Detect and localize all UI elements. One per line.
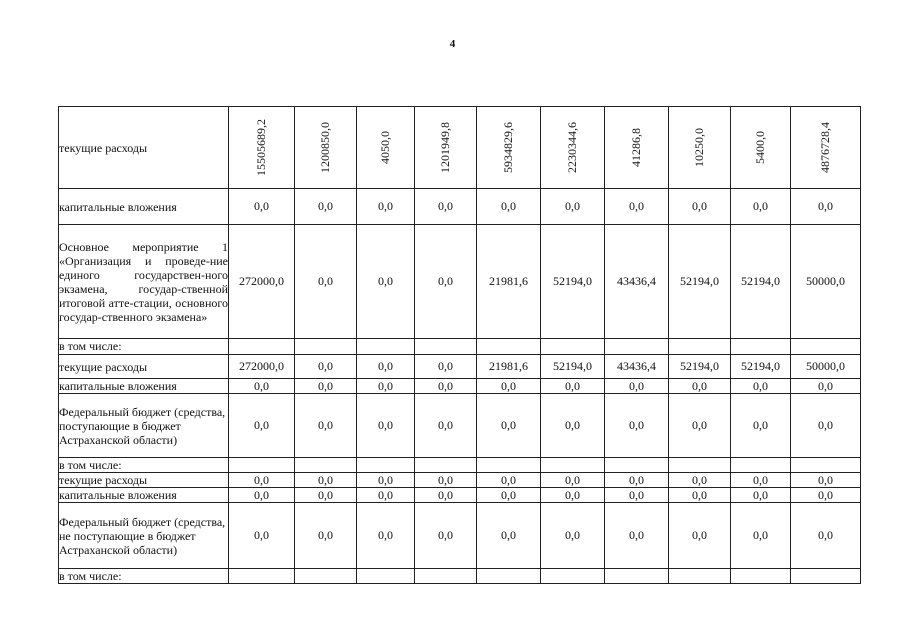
value-text: 5400,0 [753, 131, 767, 164]
row-label: Основное мероприятие 1 «Организация и проведе-ние единого государствен-ного экзамена, государ-ственной итоговой атте-стации, основного государ-ственного экзамена» [59, 225, 229, 339]
value-cell [357, 107, 415, 189]
row-label: текущие расходы [59, 355, 229, 379]
value-cell: 0,0 [415, 379, 477, 394]
value-cell [605, 339, 669, 355]
value-text: 41286,8 [629, 128, 643, 167]
row-label: текущие расходы [59, 107, 229, 189]
value-cell: 0,0 [791, 394, 861, 458]
value-cell: 0,0 [791, 189, 861, 225]
value-cell: 0,0 [669, 473, 731, 488]
value-cell: 0,0 [357, 189, 415, 225]
value-cell: 0,0 [477, 503, 541, 569]
value-cell [605, 107, 669, 189]
budget-table [58, 106, 861, 584]
value-cell: 0,0 [477, 488, 541, 503]
value-cell: 0,0 [295, 473, 357, 488]
value-text: 2230344,6 [565, 122, 579, 173]
row-label: текущие расходы [59, 473, 229, 488]
value-cell: 0,0 [605, 488, 669, 503]
value-cell [791, 569, 861, 584]
value-cell: 0,0 [669, 189, 731, 225]
value-cell [229, 339, 295, 355]
value-cell: 0,0 [415, 394, 477, 458]
value-cell [669, 458, 731, 473]
value-cell [731, 339, 791, 355]
table-row [59, 458, 861, 473]
value-cell: 0,0 [731, 189, 791, 225]
value-cell: 50000,0 [791, 355, 861, 379]
value-cell [357, 339, 415, 355]
value-cell: 0,0 [295, 225, 357, 339]
value-cell: 0,0 [541, 394, 605, 458]
value-cell: 0,0 [731, 379, 791, 394]
value-text: 4050,0 [378, 131, 392, 164]
table-row [59, 339, 861, 355]
value-cell: 0,0 [415, 189, 477, 225]
value-cell [477, 339, 541, 355]
table-row [59, 379, 861, 394]
table-row [59, 225, 861, 339]
value-cell: 0,0 [295, 379, 357, 394]
value-cell [295, 339, 357, 355]
value-cell: 0,0 [477, 379, 541, 394]
value-cell: 0,0 [605, 394, 669, 458]
value-text: 15505689,2 [254, 119, 268, 176]
table-row [59, 394, 861, 458]
value-cell: 43436,4 [605, 225, 669, 339]
value-cell [669, 569, 731, 584]
value-cell: 0,0 [731, 473, 791, 488]
page-number: 4 [449, 38, 456, 50]
value-cell [541, 458, 605, 473]
row-label: в том числе: [59, 569, 229, 584]
table-row [59, 189, 861, 225]
value-cell [541, 107, 605, 189]
row-label: капитальные вложения [59, 379, 229, 394]
value-cell: 0,0 [295, 488, 357, 503]
value-cell [229, 569, 295, 584]
table-row [59, 569, 861, 584]
value-cell: 0,0 [605, 379, 669, 394]
value-cell [669, 107, 731, 189]
value-cell: 52194,0 [669, 355, 731, 379]
value-cell: 0,0 [357, 355, 415, 379]
row-label: Федеральный бюджет (средства, не поступающие в бюджет Астраханской области) [59, 503, 229, 569]
value-cell: 21981,6 [477, 355, 541, 379]
value-cell [415, 569, 477, 584]
row-label: капитальные вложения [59, 488, 229, 503]
value-cell: 0,0 [357, 379, 415, 394]
value-cell [477, 569, 541, 584]
value-cell: 0,0 [731, 503, 791, 569]
value-cell: 0,0 [731, 394, 791, 458]
value-cell: 0,0 [669, 503, 731, 569]
value-cell: 0,0 [229, 488, 295, 503]
row-label: в том числе: [59, 458, 229, 473]
value-cell: 0,0 [791, 379, 861, 394]
value-cell [669, 339, 731, 355]
value-cell: 0,0 [295, 189, 357, 225]
value-cell [415, 107, 477, 189]
value-cell [605, 569, 669, 584]
value-text: 4876728,4 [818, 122, 832, 173]
value-cell: 0,0 [415, 355, 477, 379]
value-cell: 52194,0 [731, 355, 791, 379]
value-cell: 0,0 [477, 189, 541, 225]
table-row [59, 107, 861, 189]
value-cell [295, 569, 357, 584]
value-text: 1200850,0 [318, 122, 332, 173]
value-text: 1201949,8 [438, 122, 452, 173]
value-cell [477, 458, 541, 473]
value-cell: 0,0 [669, 394, 731, 458]
value-cell: 0,0 [541, 503, 605, 569]
value-cell [477, 107, 541, 189]
table-row [59, 488, 861, 503]
value-cell: 272000,0 [229, 355, 295, 379]
value-cell [229, 458, 295, 473]
value-cell [791, 107, 861, 189]
row-label: Федеральный бюджет (средства, поступающие в бюджет Астраханской области) [59, 394, 229, 458]
value-cell: 0,0 [415, 225, 477, 339]
value-cell: 0,0 [357, 503, 415, 569]
value-cell: 0,0 [731, 488, 791, 503]
value-cell [357, 569, 415, 584]
value-cell [415, 339, 477, 355]
value-cell: 0,0 [229, 189, 295, 225]
value-cell: 21981,6 [477, 225, 541, 339]
value-cell: 0,0 [295, 355, 357, 379]
value-text: 5934829,6 [501, 122, 515, 173]
value-cell: 272000,0 [229, 225, 295, 339]
value-cell [731, 458, 791, 473]
value-cell: 0,0 [605, 503, 669, 569]
row-label: капитальные вложения [59, 189, 229, 225]
value-cell: 0,0 [229, 503, 295, 569]
value-cell [229, 107, 295, 189]
value-cell [295, 107, 357, 189]
table-row [59, 473, 861, 488]
value-cell: 0,0 [669, 379, 731, 394]
value-cell [791, 339, 861, 355]
value-cell: 0,0 [357, 473, 415, 488]
value-cell: 0,0 [791, 473, 861, 488]
value-cell: 52194,0 [541, 355, 605, 379]
value-cell [731, 107, 791, 189]
value-cell: 0,0 [541, 379, 605, 394]
value-cell: 0,0 [415, 503, 477, 569]
value-cell: 50000,0 [791, 225, 861, 339]
value-cell: 52194,0 [731, 225, 791, 339]
value-cell: 0,0 [229, 473, 295, 488]
value-text: 10250,0 [692, 128, 706, 167]
value-cell: 0,0 [541, 488, 605, 503]
value-cell: 0,0 [605, 473, 669, 488]
value-cell: 52194,0 [541, 225, 605, 339]
value-cell: 0,0 [791, 503, 861, 569]
table-row [59, 355, 861, 379]
value-cell: 0,0 [357, 394, 415, 458]
value-cell [295, 458, 357, 473]
value-cell: 52194,0 [669, 225, 731, 339]
table-row [59, 503, 861, 569]
value-cell: 0,0 [477, 394, 541, 458]
value-cell [541, 569, 605, 584]
value-cell: 0,0 [229, 379, 295, 394]
value-cell [357, 458, 415, 473]
value-cell: 43436,4 [605, 355, 669, 379]
value-cell: 0,0 [357, 488, 415, 503]
value-cell: 0,0 [791, 488, 861, 503]
value-cell: 0,0 [295, 503, 357, 569]
value-cell [791, 458, 861, 473]
value-cell: 0,0 [415, 473, 477, 488]
value-cell [605, 458, 669, 473]
value-cell: 0,0 [669, 488, 731, 503]
value-cell: 0,0 [295, 394, 357, 458]
value-cell: 0,0 [229, 394, 295, 458]
value-cell: 0,0 [477, 473, 541, 488]
value-cell: 0,0 [605, 189, 669, 225]
value-cell [731, 569, 791, 584]
row-label: в том числе: [59, 339, 229, 355]
value-cell: 0,0 [541, 189, 605, 225]
value-cell [541, 339, 605, 355]
value-cell: 0,0 [357, 225, 415, 339]
value-cell [415, 458, 477, 473]
value-cell: 0,0 [415, 488, 477, 503]
value-cell: 0,0 [541, 473, 605, 488]
